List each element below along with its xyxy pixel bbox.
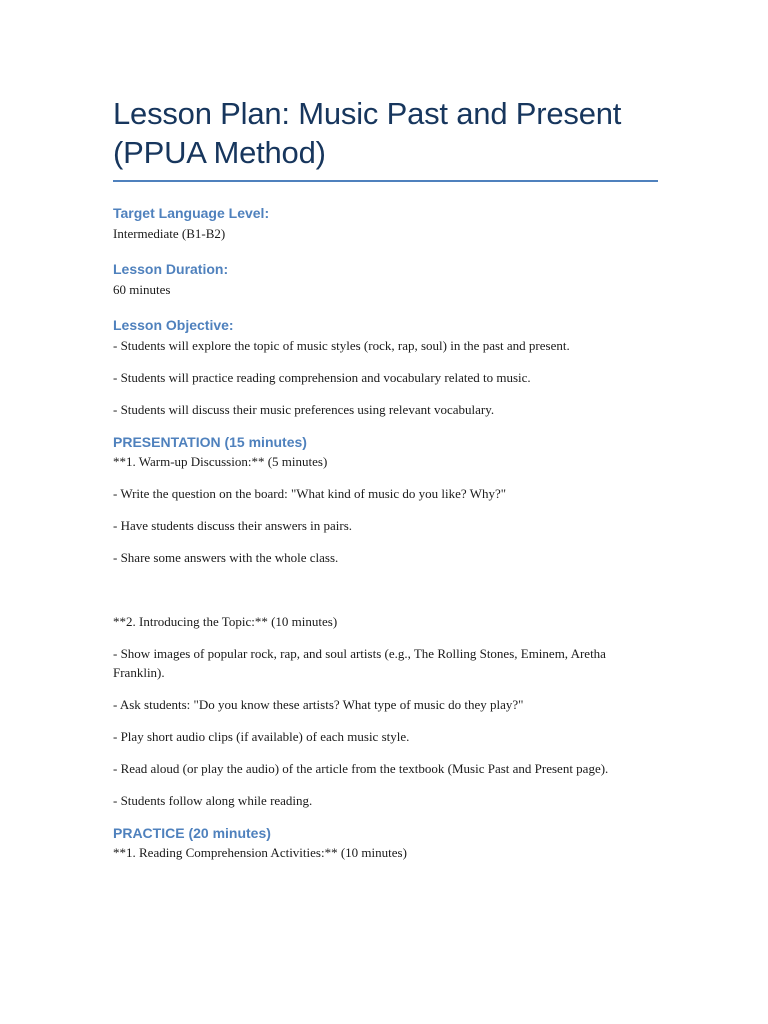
section-duration	[113, 260, 658, 299]
practice-heading: PRACTICE (20 minutes)	[113, 825, 271, 841]
warmup-item: - Share some answers with the whole class.	[113, 550, 339, 565]
document-title	[113, 94, 658, 182]
section-target-level	[113, 204, 658, 243]
objective-heading: Lesson Objective:	[113, 317, 234, 333]
title-line-1: Lesson Plan: Music Past and Present	[113, 96, 622, 131]
duration-heading: Lesson Duration:	[113, 261, 229, 277]
warmup-title: **1. Warm-up Discussion:** (5 minutes)	[113, 454, 328, 469]
objective-item: - Students will discuss their music preferences using relevant vocabulary.	[113, 402, 495, 417]
intro-item: - Ask students: "Do you know these artists? What type of music do they play?"	[113, 697, 524, 712]
intro-item: - Students follow along while reading.	[113, 793, 313, 808]
objective-item: - Students will practice reading comprehension and vocabulary related to music.	[113, 370, 531, 385]
duration-text: 60 minutes	[113, 282, 171, 297]
target-level-heading: Target Language Level:	[113, 205, 270, 221]
target-level-text: Intermediate (B1-B2)	[113, 226, 226, 241]
presentation-heading: PRESENTATION (15 minutes)	[113, 434, 307, 450]
title-line-2: (PPUA Method)	[113, 135, 326, 170]
reading-title: **1. Reading Comprehension Activities:** (10 minutes)	[113, 845, 407, 860]
section-practice	[113, 824, 658, 862]
section-presentation	[113, 433, 658, 810]
document-page	[113, 94, 658, 862]
intro-title: **2. Introducing the Topic:** (10 minutes)	[113, 614, 338, 629]
intro-item: - Read aloud (or play the audio) of the article from the textbook (Music Past and Present page).	[113, 761, 609, 776]
intro-item: - Play short audio clips (if available) of each music style.	[113, 729, 410, 744]
warmup-item: - Have students discuss their answers in pairs.	[113, 518, 353, 533]
intro-item: - Show images of popular rock, rap, and soul artists (e.g., The Rolling Stones, Eminem, Aretha Franklin).	[113, 646, 606, 680]
objective-item: - Students will explore the topic of music styles (rock, rap, soul) in the past and present.	[113, 338, 570, 353]
warmup-item: - Write the question on the board: "What kind of music do you like? Why?"	[113, 486, 507, 501]
section-objective	[113, 316, 658, 419]
